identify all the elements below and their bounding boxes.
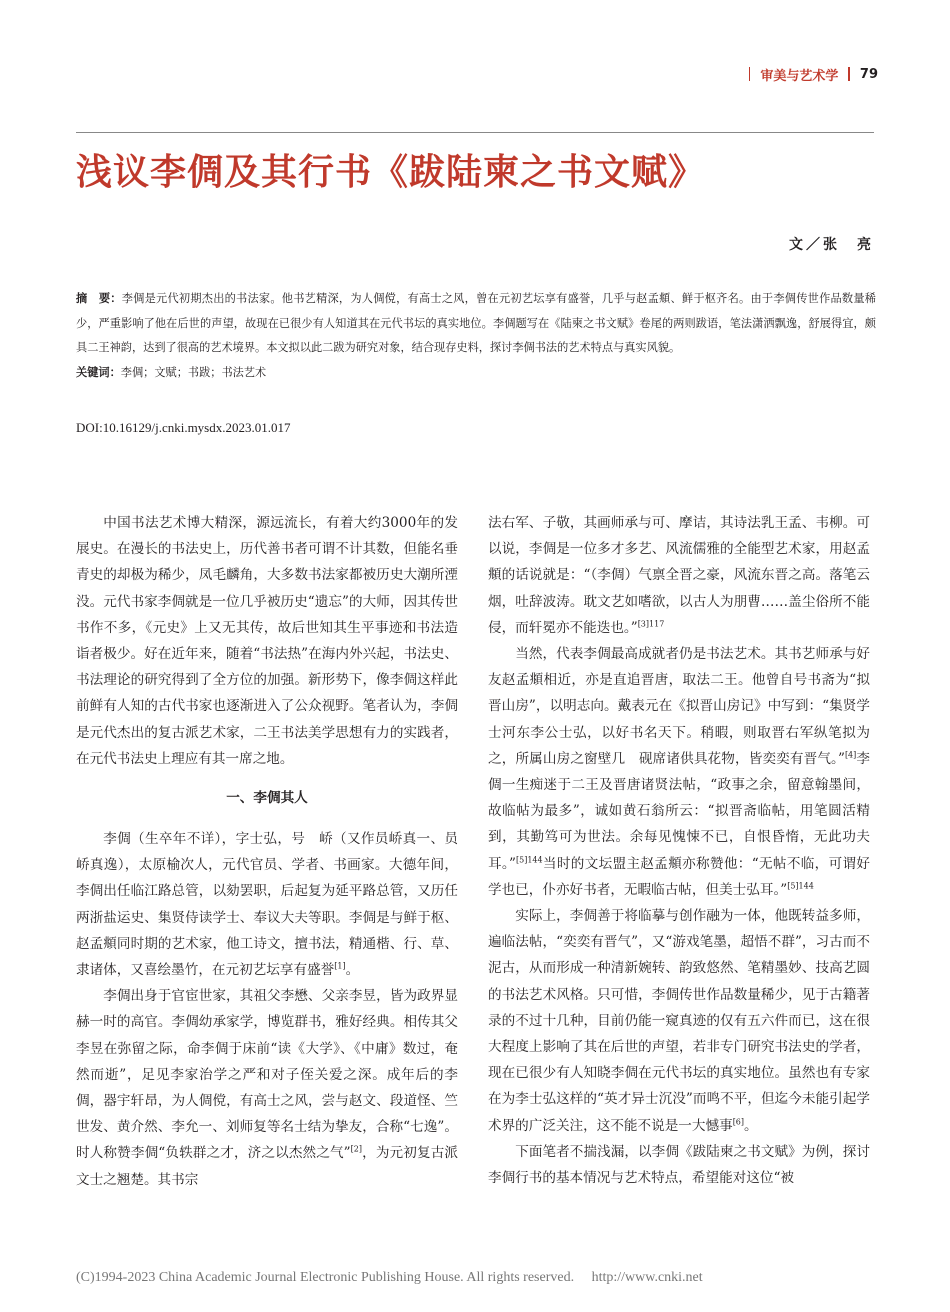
paragraph-text: 法右军、子敬，其画师承与可、摩诘，其诗法乳王孟、韦柳。可以说，李倜是一位多才多艺、风流儒雅的全能型艺术家，用赵孟頫的话说就是：“（李倜）气禀全晋之豪，风流东晋之高。落笔云烟，吐辞波涛。耽文艺如嗜欲，以古人为朋曹……盖尘俗所不能侵，而轩冕亦不能迭也。” — [488, 515, 870, 636]
paragraph-text: 李倜（生卒年不详），字士弘，号 峤（又作员峤真一、员峤真逸），太原榆次人，元代官员、学者、书画家。大德年间，李倜出任临江路总管，以劾罢职，后起复为延平路总管，又历任两浙盐运史、集贤侍读学士、奉议大夫等职。李倜是与鲜于枢、赵孟頫同时期的艺术家，他工诗文，擅书法，精通楷、行、草、隶诸体，又喜绘墨竹，在元初艺坛享有盛誉 — [76, 831, 458, 979]
abstract-text: 李倜是元代初期杰出的书法家。他书艺精深，为人倜傥，有高士之风，曾在元初艺坛享有盛誉，几乎与赵孟頫、鲜于枢齐名。由于李倜传世作品数量稀少，严重影响了他在后世的声望，故现在已很少有人知道其在元代书坛的真实地位。李倜题写在《陆柬之书文赋》卷尾的两则跋语，笔法潇洒飘逸，舒展得宜，颇具二王神韵，达到了很高的艺术境界。本文拟以此二跋为研究对象，结合现存史料，探讨李倜书法的艺术特点与真实风貌。 — [76, 292, 876, 354]
abstract-paragraph — [76, 287, 876, 361]
paragraph-text: 李倜一生痴迷于二王及晋唐诸贤法帖，“政事之余，留意翰墨间，故临帖为最多”，诚如黄石翁所云：“拟晋斋临帖，用笔圆活精到，其勤笃可为世法。余每见愧悚不已，自恨昏惰，无此功夫耳。” — [488, 750, 871, 872]
doi: DOI:10.16129/j.cnki.mysdx.2023.01.017 — [76, 420, 291, 435]
paragraph-text: ，为元初复古派文士之翘楚。其书宗 — [76, 1145, 458, 1188]
body-paragraph — [488, 641, 870, 903]
paragraph-text: 当然，代表李倜最高成就者仍是书法艺术。其书艺师承与好友赵孟頫相近，亦是直追晋唐，取法二王。他曾自号书斋为“拟晋山房”，以明志向。戴表元在《拟晋山房记》中写到：“集贤学士河东李公士弘，以好书名天下。稍暇，则取晋右军纵笔拟为之，所属山房之窗壁几 砚席诸供具花物，皆奕奕有晋气。” — [488, 646, 870, 767]
body-paragraph — [488, 510, 870, 641]
body-paragraph — [488, 903, 870, 1139]
section-heading: 一、李倜其人 — [226, 790, 308, 807]
citation: [4] — [844, 750, 857, 760]
keywords-line — [76, 361, 876, 386]
citation: [1] — [334, 961, 346, 971]
body-paragraph: 下面笔者不揣浅漏，以李倜《跋陆柬之书文赋》为例，探讨李倜行书的基本情况与艺术特点，希望能对这位“被 — [488, 1143, 870, 1187]
body-paragraph — [76, 826, 458, 983]
right-column — [488, 510, 870, 1191]
paragraph-text: 。 — [345, 962, 360, 979]
keywords-text: 李倜；文赋；书跋；书法艺术 — [120, 365, 267, 379]
author-line: 文／张 亮 — [789, 237, 874, 253]
body-paragraph: 中国书法艺术博大精深，源远流长，有着大约3000年的发展史。在漫长的书法史上，历代善书者可谓不计其数，但能名垂青史的却极为稀少，凤毛麟角，大多数书法家都被历史大潮所湮没。元代书家李倜就是一位几乎被历史“遗忘”的大师，因其传世书作不多，《元史》上又无其传，故后世知其生平事迹和书法造诣者极少。好在近年来，随着“书法热”在海内外兴起，书法史、书法理论的研究得到了全方位的加强。新形势下，像李倜这样此前鲜有人知的古代书家也逐渐进入了公众视野。笔者认为，李倜是元代杰出的复古派艺术家，二王书法美学思想有力的实践者，在元代书法史上理应有其一席之地。 — [76, 515, 458, 767]
body-paragraph — [76, 983, 458, 1193]
citation: [5]144 — [516, 855, 543, 865]
article-title: 浅议李倜及其行书《跋陆柬之书文赋》 — [76, 152, 706, 193]
header-divider — [749, 67, 751, 81]
running-header — [739, 64, 878, 84]
header-divider — [848, 67, 850, 81]
citation: [3]117 — [637, 619, 665, 629]
paragraph-text: 实际上，李倜善于将临摹与创作融为一体，他既转益多师，遍临法帖，“奕奕有晋气”，又“游戏笔墨，超悟不群”，习古而不泥古，从而形成一种清新婉转、韵致悠然、笔精墨妙、技高艺圆的书法艺术风格。只可惜，李倜传世作品数量稀少，见于古籍著录的不过十几种，目前仍能一窥真迹的仅有五六件而已，这在很大程度上影响了其在后世的声望，若非专门研究书法史的学者，现在已很少有人知晓李倜在元代书坛的真实地位。虽然也有专家在为李士弘这样的“英才异士沉没”而鸣不平，但迄今未能引起学术界的广泛关注，这不能不说是一大憾事 — [488, 908, 870, 1134]
copyright-footer: (C)1994-2023 China Academic Journal Electronic Publishing House. All rights reserved. http://www.cnki.net — [76, 1270, 703, 1285]
section-name: 审美与艺术学 — [760, 68, 839, 84]
abstract-label: 摘 要： — [76, 292, 122, 305]
citation: [5]144 — [787, 881, 814, 891]
citation: [6] — [732, 1117, 745, 1127]
paragraph-text: 。 — [744, 1117, 758, 1134]
citation: [2] — [350, 1144, 362, 1154]
abstract-block — [76, 287, 876, 385]
keywords-label: 关键词： — [76, 365, 121, 379]
paragraph-text: 当时的文坛盟主赵孟頫亦称赞他：“无帖不临，可谓好学也已，仆亦好书者，无暇临古帖，但美士弘耳。” — [488, 855, 871, 898]
header-rule — [76, 132, 874, 133]
paragraph-text: 李倜出身于官宦世家，其祖父李懋、父亲李昱，皆为政界显赫一时的高官。李倜幼承家学，博览群书，雅好经典。相传其父李昱在弥留之际，命李倜于床前“读《大学》、《中庸》数过，奄然而逝”，足见李家治学之严和对子侄关爱之深。成年后的李倜，器宇轩昂，为人倜傥，有高士之风，尝与赵文、段道怪、竺世发、黄介然、李允一、刘师复等名士结为挚友，合称“七逸”。时人称赞李倜“负轶群之才，济之以杰然之气” — [76, 988, 458, 1162]
page-number: 79 — [859, 66, 878, 82]
left-column — [76, 510, 458, 1193]
